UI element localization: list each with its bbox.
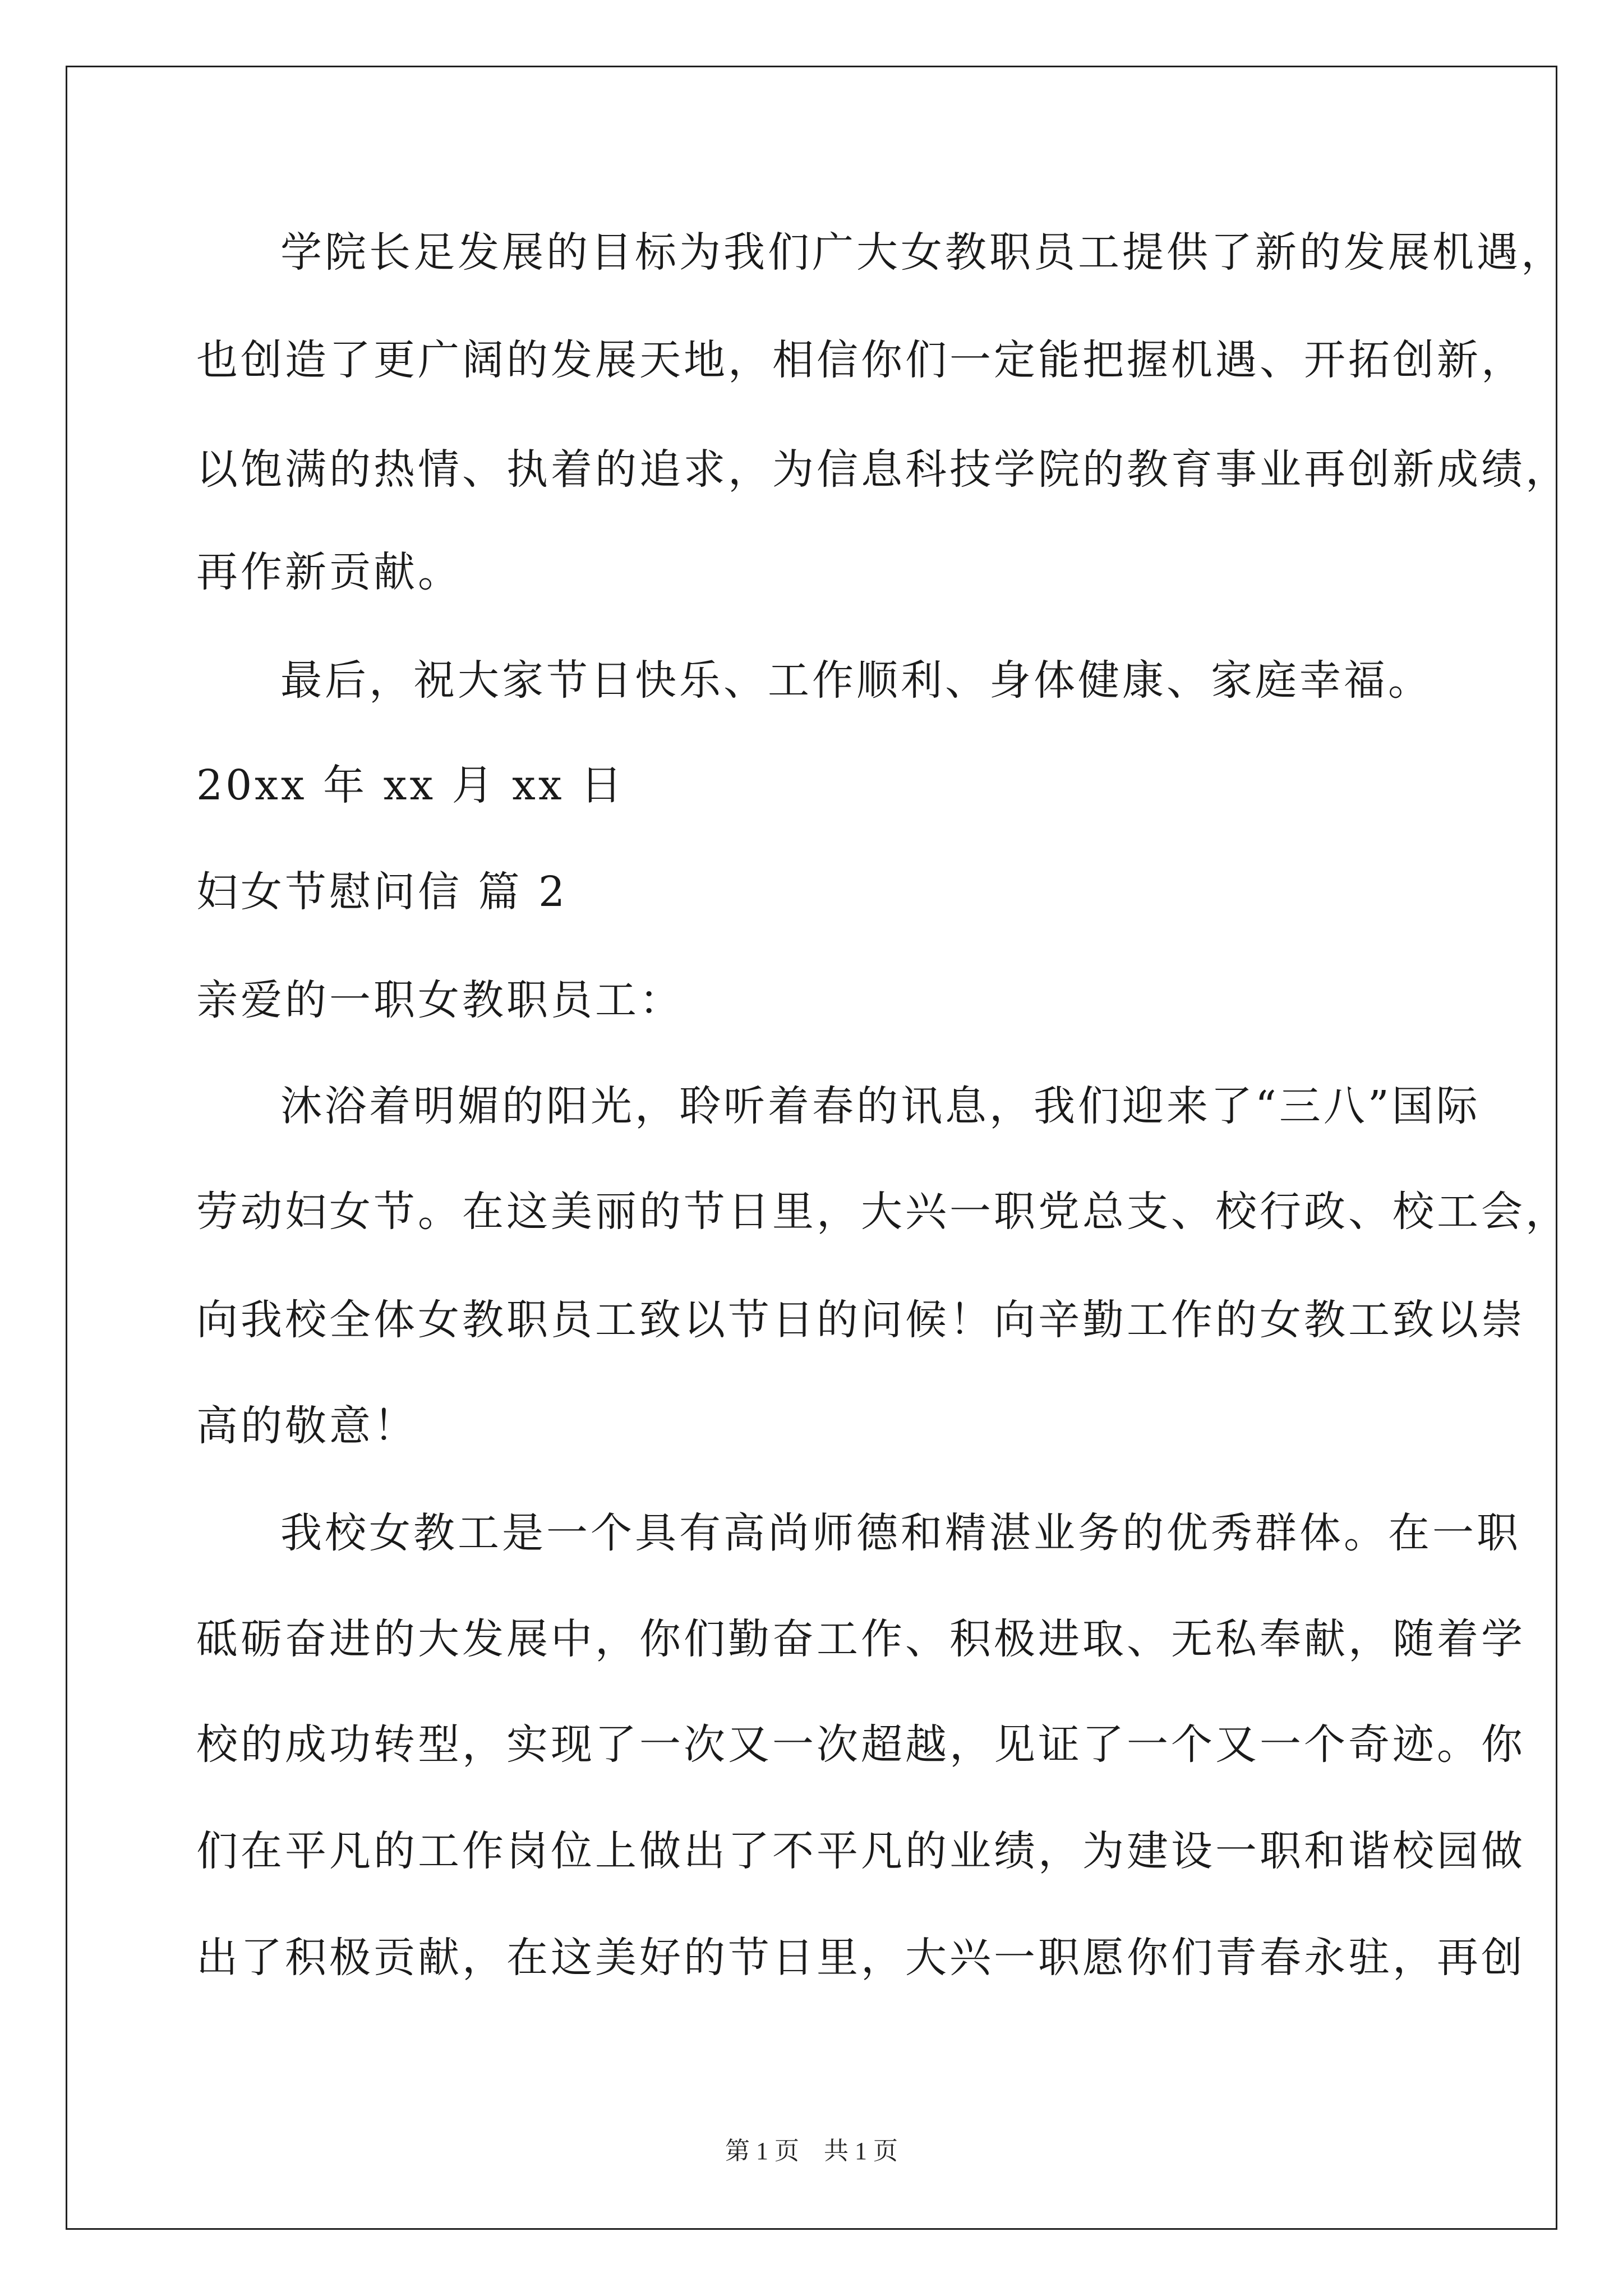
salutation: 亲爱的一职女教职员工： [196, 976, 684, 1024]
paragraph-line: 校的成功转型，实现了一次又一次超越，见证了一个又一个奇迹。你 [196, 1720, 1525, 1769]
section-heading: 妇女节慰问信 篇 2 [196, 868, 568, 916]
paragraph-line: 学院长足发展的目标为我们广大女教职员工提供了新的发展机遇， [280, 228, 1565, 277]
page-border [66, 66, 1557, 2230]
paragraph-line: 最后，祝大家节日快乐、工作顺利、身体健康、家庭幸福。 [280, 656, 1432, 705]
paragraph-line: 沐浴着明媚的阳光，聆听着春的讯息，我们迎来了“三八”国际 [280, 1082, 1481, 1130]
paragraph-line: 们在平凡的工作岗位上做出了不平凡的业绩，为建设一职和谐校园做 [196, 1827, 1525, 1875]
paragraph-line: 高的敬意！ [196, 1402, 418, 1450]
paragraph-line: 劳动妇女节。在这美丽的节日里，大兴一职党总支、校行政、校工会， [196, 1188, 1570, 1236]
paragraph-line: 我校女教工是一个具有高尚师德和精湛业务的优秀群体。在一职 [280, 1509, 1521, 1557]
paragraph-line: 也创造了更广阔的发展天地，相信你们一定能把握机遇、开拓创新， [196, 336, 1525, 384]
page-footer: 第 1 页 共 1 页 [725, 2137, 898, 2165]
paragraph-line: 再作新贡献。 [196, 548, 462, 596]
date-line: 20xx 年 xx 月 xx 日 [196, 761, 625, 809]
paragraph-line: 以饱满的热情、执着的追求，为信息科技学院的教育事业再创新成绩， [196, 445, 1570, 494]
paragraph-line: 砥砺奋进的大发展中，你们勤奋工作、积极进取、无私奉献，随着学 [196, 1615, 1525, 1663]
paragraph-line: 出了积极贡献，在这美好的节日里，大兴一职愿你们青春永驻，再创 [196, 1934, 1525, 1982]
paragraph-line: 向我校全体女教职员工致以节日的问候！向辛勤工作的女教工致以崇 [196, 1296, 1525, 1344]
